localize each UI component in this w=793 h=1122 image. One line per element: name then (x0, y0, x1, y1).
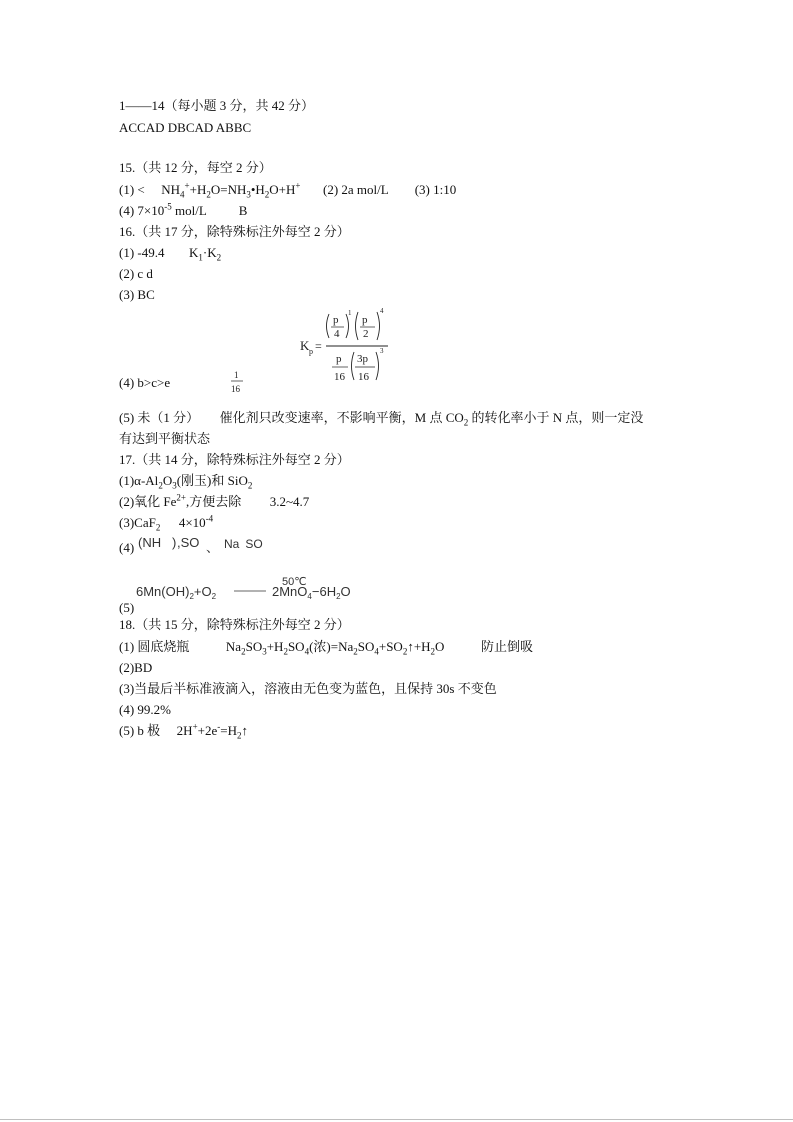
q17-p5-equation (134, 574, 364, 602)
q16-p2: (2) c d (119, 266, 153, 281)
formula-na2so4: Na SO (224, 537, 263, 551)
q18-header: 18.（共 15 分，除特殊标注外每空 2 分） (119, 617, 350, 632)
kp-num-4: 4 (334, 328, 340, 340)
formula-nh4: (NH (138, 535, 162, 550)
equation-left: $6Mn(OH)_2+O_2$ (136, 584, 217, 601)
q18-p1-purpose: 防止倒吸 (480, 639, 533, 654)
kp-formula (296, 306, 406, 386)
kp-exp1: 1 (348, 309, 352, 317)
q17-line4 (119, 540, 134, 556)
q18-p1-apparatus: (1) 圆底烧瓶 (119, 639, 190, 654)
svg-text:): ) (172, 535, 177, 550)
q17-header: 17.（共 14 分，除特殊标注外每空 2 分） (119, 452, 350, 467)
q15-header: 15.（共 12 分，每空 2 分） (119, 160, 272, 175)
q15-line1 (119, 182, 456, 198)
mcq-answers: ACCAD DBCAD ABBC (119, 120, 252, 135)
kp-num-p: p (333, 314, 339, 326)
q16-p5-continued: 有达到平衡状态 (119, 431, 211, 446)
q17-p1: $(1)\alpha-Al_2O_3$(刚玉)和 SiO$_2$ (119, 473, 253, 491)
q18-line1 (119, 639, 533, 655)
q18-p5-electrode: (5) b 极 (119, 723, 161, 738)
q15-p1-label: (1) < (119, 182, 145, 197)
q17-p5-label: (5) (119, 600, 135, 615)
q18-p1-equation: $Na_2SO_3+H_2SO_4$(浓)$=Na_2SO_4+SO_2↑+H_2O$ (225, 639, 445, 657)
q15-p1-equation: $NH_4^++H_2O=NH_3•H_2O+H^+$ (161, 180, 301, 200)
frac-numerator: 1 (234, 370, 239, 380)
q16-p1-value: (1) -49.4 (119, 245, 165, 260)
kp-paren (352, 352, 355, 380)
kp-paren (327, 314, 330, 338)
kp-subscript: p (309, 347, 313, 356)
page-bottom-border (0, 1119, 793, 1120)
kp-exp4: 4 (380, 307, 384, 315)
kp-num-p2: p (362, 314, 368, 326)
q17-line3 (119, 515, 213, 531)
q17-p2-range: 3.2~4.7 (269, 494, 310, 509)
q18-p3: (3)当最后半标准液滴入，溶液由无色变为蓝色，且保持 30s 不变色 (119, 681, 497, 696)
q17-p2-text: (2)氧化 $Fe^{2+}$,方便去除 (119, 492, 242, 509)
q16-p3: (3) BC (119, 287, 155, 302)
q16-p5-answer: (5) 未（1 分） (119, 410, 200, 425)
q17-p3-compound: (3)CaF$_2$ (119, 515, 161, 533)
mcq-header: 1——14（每小题 3 分，共 42 分） (119, 98, 315, 113)
q16-p4-fraction (227, 368, 247, 396)
q15-p4-choice: B (238, 203, 248, 218)
q15-p4-value: (4) $7\times 10^{-5}$ mol/L (119, 201, 207, 218)
q18-p5-reaction: $2H^++2e^-=H_2↑$ (176, 721, 248, 741)
kp-den-3p: 3p (357, 353, 368, 365)
q16-p4-order: (4) b>c>e (119, 375, 171, 390)
q17-p4-formulas (136, 532, 276, 558)
q15-p3: (3) 1:10 (414, 182, 457, 197)
q17-p3-value: $4\times 10^{-4}$ (178, 513, 214, 530)
kp-paren (346, 314, 349, 338)
q16-p1-k: $K_1\cdot K_2$ (189, 245, 222, 263)
q18-line5 (119, 723, 248, 739)
q17-line2 (119, 494, 309, 510)
separator: 、 (206, 540, 220, 555)
q16-line4 (119, 375, 170, 391)
q17-p4-label: (4) (119, 540, 135, 555)
q15-p2: (2) 2a mol/L (322, 182, 389, 197)
kp-den-p: p (336, 353, 342, 365)
q16-line5 (119, 410, 643, 426)
kp-den-16: 16 (334, 371, 345, 383)
kp-paren (376, 352, 379, 380)
q16-header: 16.（共 17 分，除特殊标注外每空 2 分） (119, 224, 350, 239)
frac-denominator: 16 (231, 384, 240, 394)
kp-paren (356, 312, 359, 340)
kp-label: K (300, 338, 310, 353)
q18-p4: (4) 99.2% (119, 702, 171, 717)
kp-num-2: 2 (363, 328, 369, 340)
kp-paren (377, 312, 380, 340)
formula-so4: ,SO (177, 535, 200, 550)
q16-line1 (119, 245, 221, 261)
kp-exp3: 3 (380, 347, 384, 355)
reaction-condition: 50℃ (282, 576, 307, 588)
kp-equals: = (315, 339, 322, 353)
q18-p2: (2)BD (119, 660, 153, 675)
q15-line4 (119, 203, 247, 219)
equation-right: $2MnO_4-6H_2O$ (272, 584, 351, 601)
q16-p5-reason: 催化剂只改变速率，不影响平衡，M 点 $CO_2$ 的转化率小于 N 点，则一定没 (219, 410, 644, 428)
kp-den-16b: 16 (358, 371, 369, 383)
